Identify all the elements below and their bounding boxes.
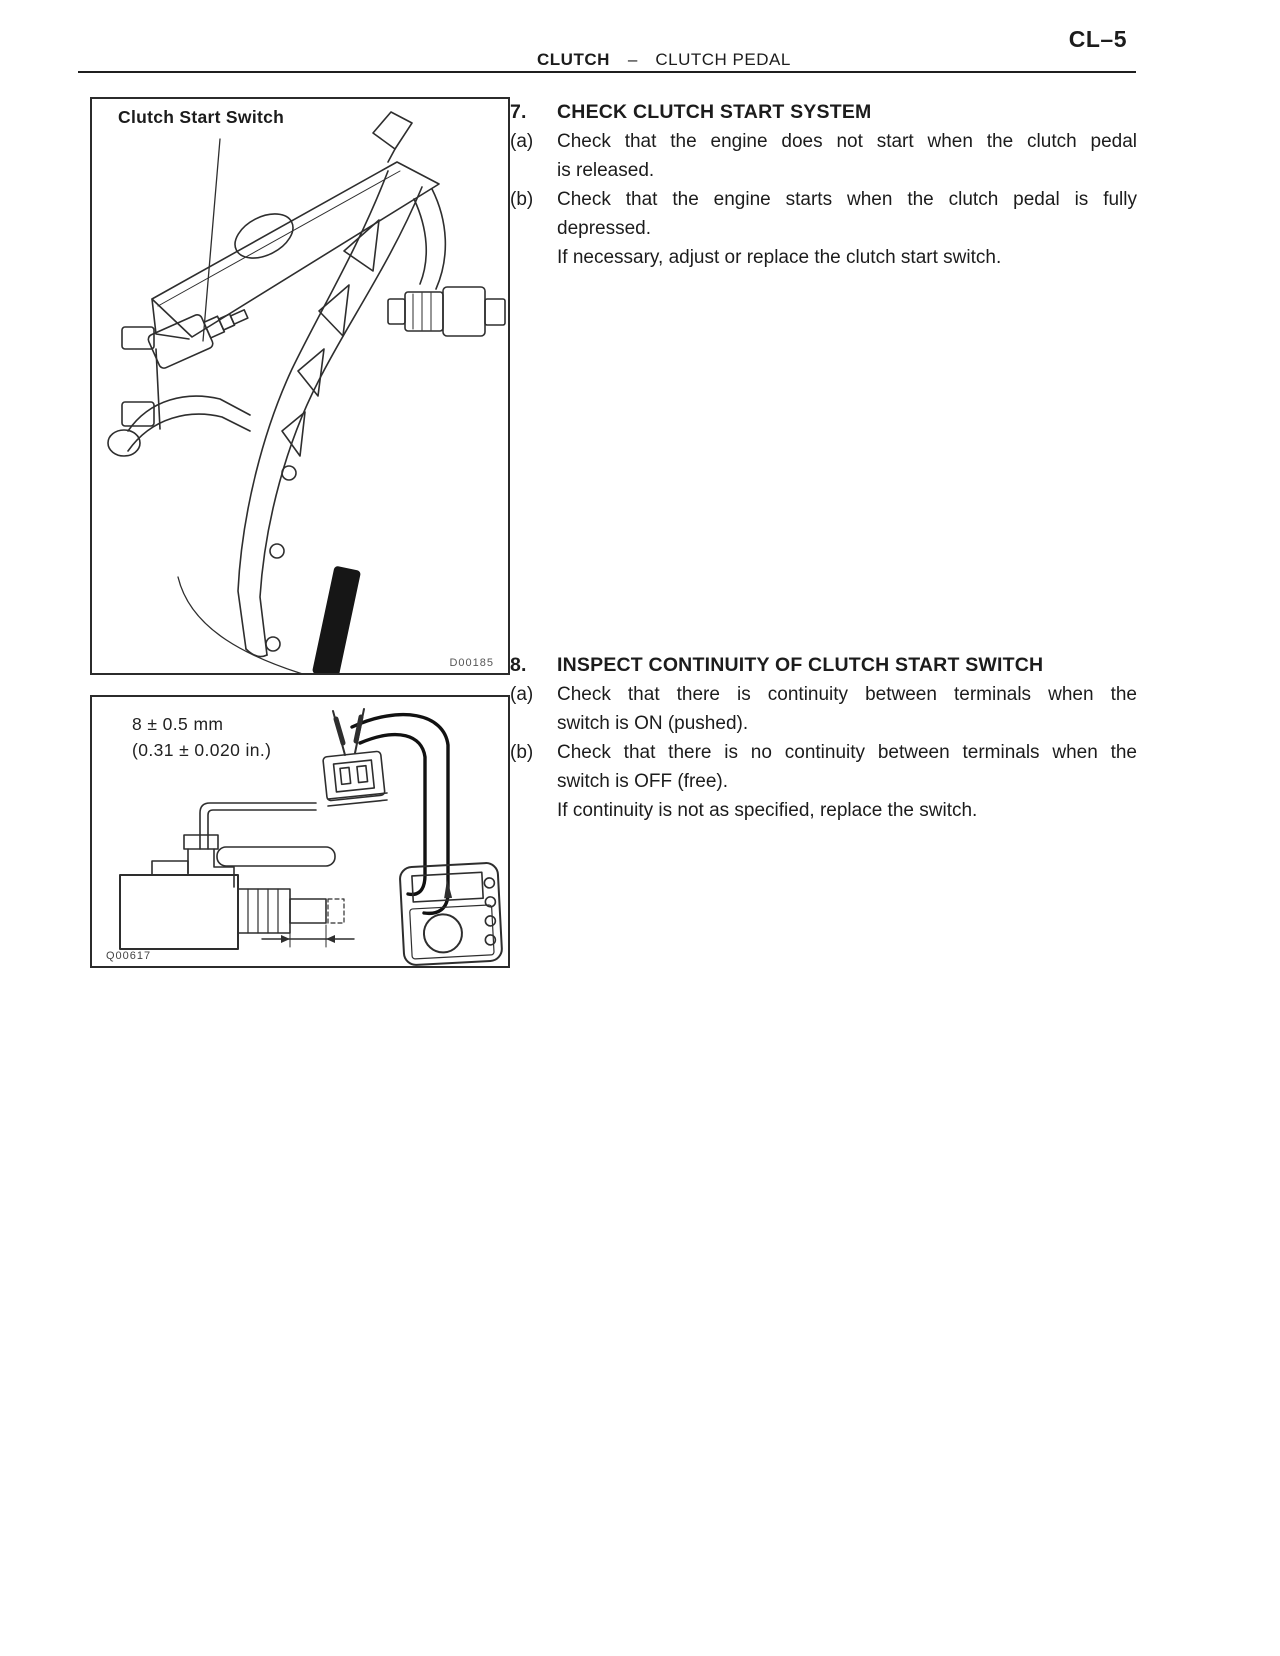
section-8-number: 8. bbox=[510, 654, 527, 676]
page-number: CL–5 bbox=[1068, 26, 1127, 52]
caption-leader-line bbox=[203, 139, 220, 341]
dimension-mm: 8 ± 0.5 mm bbox=[132, 714, 224, 734]
running-header bbox=[537, 50, 791, 70]
step-7a-text bbox=[557, 127, 1137, 185]
tester-lead-wire bbox=[360, 735, 425, 895]
figure1-code: D00185 bbox=[449, 657, 494, 669]
step-8b-text bbox=[557, 738, 1137, 796]
step-7a-line1: Check that the engine does not start when the clutch pedal bbox=[557, 131, 1137, 152]
loose-switch bbox=[388, 287, 505, 336]
step-7b-line2: depressed. bbox=[557, 218, 652, 239]
section-8 bbox=[510, 651, 1137, 825]
ohmmeter bbox=[399, 862, 502, 965]
step-8a-line1: Check that there is continuity between terminals when the bbox=[557, 684, 1137, 705]
section-7-note: If necessary, adjust or replace the clutch start switch. bbox=[557, 247, 1002, 268]
section-8-note: If continuity is not as specified, replace the switch. bbox=[557, 800, 978, 821]
figure-clutch-start-switch bbox=[90, 97, 510, 675]
step-7a-line2: is released. bbox=[557, 160, 655, 181]
section-7-heading bbox=[510, 98, 1137, 127]
step-7b-label: (b) bbox=[510, 189, 534, 210]
header-separator: – bbox=[627, 50, 638, 69]
section-7 bbox=[510, 98, 1137, 272]
step-7b bbox=[510, 185, 1137, 243]
step-7b-line1: Check that the engine starts when the clutch pedal is fully bbox=[557, 189, 1137, 210]
step-8a-text bbox=[557, 680, 1137, 738]
figure-continuity-check bbox=[90, 695, 510, 968]
step-7a bbox=[510, 127, 1137, 185]
clutch-start-switch-body bbox=[120, 861, 344, 949]
section-7-title: CHECK CLUTCH START SYSTEM bbox=[557, 101, 872, 123]
step-8b-line2: switch is OFF (free). bbox=[557, 771, 729, 792]
header-rule bbox=[78, 71, 1136, 73]
step-8b-line1: Check that there is no continuity between terminals when the bbox=[557, 742, 1137, 763]
header-subsection: CLUTCH PEDAL bbox=[655, 50, 791, 69]
dimension-marks bbox=[262, 925, 354, 947]
clutch-pedal-illustration bbox=[92, 99, 508, 673]
header-section: CLUTCH bbox=[537, 50, 610, 69]
step-8b bbox=[510, 738, 1137, 796]
figure2-dimension-label bbox=[132, 711, 271, 763]
step-8b-label: (b) bbox=[510, 742, 534, 763]
section-7-number: 7. bbox=[510, 101, 527, 123]
step-8a-label: (a) bbox=[510, 684, 534, 705]
step-7a-label: (a) bbox=[510, 131, 534, 152]
dimension-in: (0.31 ± 0.020 in.) bbox=[132, 740, 272, 760]
section-8-heading bbox=[510, 651, 1137, 680]
section-8-title: INSPECT CONTINUITY OF CLUTCH START SWITCH bbox=[557, 654, 1044, 676]
step-7b-text bbox=[557, 185, 1137, 243]
step-8a-line2: switch is ON (pushed). bbox=[557, 713, 749, 734]
step-8a bbox=[510, 680, 1137, 738]
figure1-caption: Clutch Start Switch bbox=[118, 107, 285, 127]
figure2-code: Q00617 bbox=[106, 950, 152, 962]
pedal-pad bbox=[312, 565, 361, 673]
